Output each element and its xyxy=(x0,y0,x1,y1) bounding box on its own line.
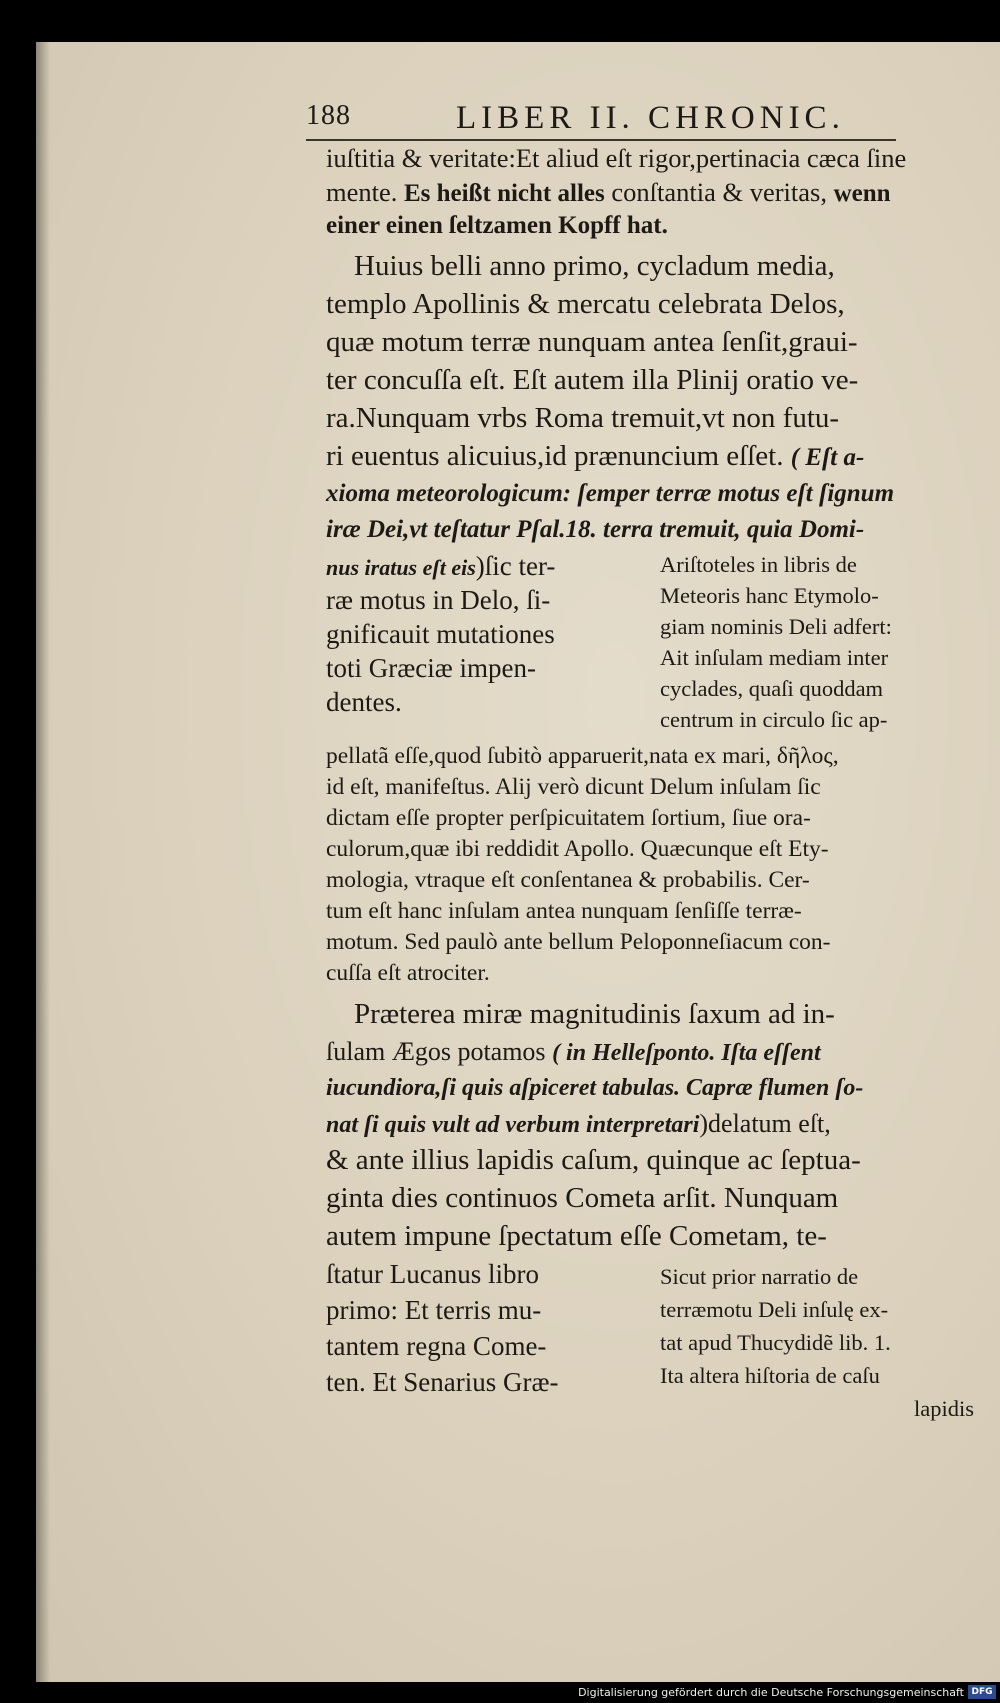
paragraph-line: ter concuſſa eſt. Eſt autem illa Plinij oratio ve- xyxy=(326,364,859,396)
paragraph-line: ra.Nunquam vrbs Roma tremuit,vt non futu- xyxy=(326,402,840,434)
margin-note-line: Sicut prior narratio de xyxy=(660,1264,859,1289)
paragraph-line: ginta dies continuos Cometa arſit. Nunquam xyxy=(326,1182,839,1214)
text-run: )ſic ter- xyxy=(475,551,556,581)
margin-note-line: cyclades, quaſi quoddam xyxy=(660,676,884,701)
fraktur-text: wenn xyxy=(833,180,891,207)
italic-run: ( in Helleſponto. Iſta eſſent xyxy=(552,1040,821,1066)
footer-credit: Digitalisierung gefördert durch die Deutsche Forschungsgemeinschaft xyxy=(578,1686,964,1699)
text-run: conſtantia & veritas, xyxy=(611,177,827,207)
paragraph-line: Præterea miræ magnitudinis ſaxum ad in- xyxy=(354,998,835,1030)
margin-note-line: terræmotu Deli inſulę ex- xyxy=(660,1297,889,1322)
fraktur-text: Es heißt nicht alles xyxy=(404,180,605,207)
catchword: lapidis xyxy=(914,1396,974,1421)
note-line: tum eſt hanc inſulam antea nunquam ſenſiſſe terræ- xyxy=(326,898,802,924)
margin-note-line: Ita altera hiſtoria de caſu xyxy=(660,1363,880,1388)
margin-note-line: Ariſtoteles in libris de xyxy=(660,552,857,577)
fraktur-line: einer einen ſeltzamen Kopff hat. xyxy=(326,212,668,239)
running-head: LIBER II. CHRONIC. xyxy=(456,100,845,136)
paragraph-line xyxy=(326,1108,974,1141)
column-line: ſtatur Lucanus libro xyxy=(326,1259,539,1289)
paragraph-line: & ante illius lapidis caſum, quinque ac ſeptua- xyxy=(326,1144,861,1176)
italic-run: nat ſi quis vult ad verbum interpretari xyxy=(326,1112,700,1138)
column-line xyxy=(326,550,626,584)
note-line: id eſt, manifeſtus. Alij verò dicunt Delum inſulam ſic xyxy=(326,774,821,800)
text-run: mente. xyxy=(326,177,398,207)
margin-note-line: giam nominis Deli adfert: xyxy=(660,614,892,639)
book-page xyxy=(36,42,1000,1682)
page-text xyxy=(36,42,1000,1682)
paragraph-line: Huius belli anno primo, cycladum media, xyxy=(354,250,835,282)
paragraph-line: autem impune ſpectatum eſſe Cometam, te- xyxy=(326,1220,827,1252)
header-rule xyxy=(306,139,896,141)
dfg-logo: DFG xyxy=(968,1685,996,1699)
italic-run: ( Eſt a- xyxy=(790,444,865,471)
column-line: gnificauit mutationes xyxy=(326,619,555,649)
note-line: pellatã eſſe,quod ſubitò apparuerit,nata ex mari, δῆλος, xyxy=(326,743,839,769)
column-line: ten. Et Senarius Græ- xyxy=(326,1367,559,1397)
column-line: toti Græciæ impen- xyxy=(326,653,536,683)
text-run: ri euentus alicuius,id prænuncium eſſet. xyxy=(326,440,784,472)
note-line: cuſſa eſt atrociter. xyxy=(326,960,490,986)
column-line: dentes. xyxy=(326,687,402,717)
page-header xyxy=(306,100,986,140)
paragraph-line xyxy=(326,440,974,474)
note-line: dictam eſſe propter perſpicuitatem ſortium, ſiue ora- xyxy=(326,805,811,831)
margin-note-line: centrum in circulo ſic ap- xyxy=(660,707,888,732)
note-line: culorum,quæ ibi reddidit Apollo. Quæcunque eſt Ety- xyxy=(326,836,829,862)
italic-line: iucundiora,ſi quis aſpiceret tabulas. Capræ flumen ſo- xyxy=(326,1075,864,1101)
margin-note-line: tat apud Thucydidẽ lib. 1. xyxy=(660,1330,891,1355)
text-line xyxy=(326,176,974,210)
italic-line: iræ Dei,vt teſtatur Pſal.18. terra tremuit, quia Domi- xyxy=(326,516,865,543)
margin-note-line: Ait inſulam mediam inter xyxy=(660,645,889,670)
paragraph-line: quæ motum terræ nunquam antea ſenſit,graui- xyxy=(326,326,858,358)
italic-run: nus iratus eſt eis xyxy=(326,555,476,580)
note-line: mologia, vtraque eſt conſentanea & probabilis. Cer- xyxy=(326,867,810,893)
column-line: primo: Et terris mu- xyxy=(326,1295,542,1325)
note-line: motum. Sed paulò ante bellum Peloponneſiacum con- xyxy=(326,929,831,955)
text-line: iuſtitia & veritate:Et aliud eſt rigor,pertinacia cæca ſine xyxy=(326,143,907,173)
paragraph-line: templo Apollinis & mercatu celebrata Delos, xyxy=(326,288,845,320)
paragraph-line xyxy=(326,1036,974,1069)
text-run: )delatum eſt, xyxy=(699,1109,831,1138)
text-run: ſulam Ægos potamos xyxy=(326,1037,546,1066)
column-line: tantem regna Come- xyxy=(326,1331,547,1361)
margin-note-line: Meteoris hanc Etymolo- xyxy=(660,583,879,608)
footer-bar xyxy=(0,1682,1000,1703)
italic-line: xioma meteorologicum: ſemper terræ motus eſt ſignum xyxy=(326,480,895,507)
column-line: ræ motus in Delo, ſi- xyxy=(326,585,551,615)
page-number: 188 xyxy=(306,100,351,131)
